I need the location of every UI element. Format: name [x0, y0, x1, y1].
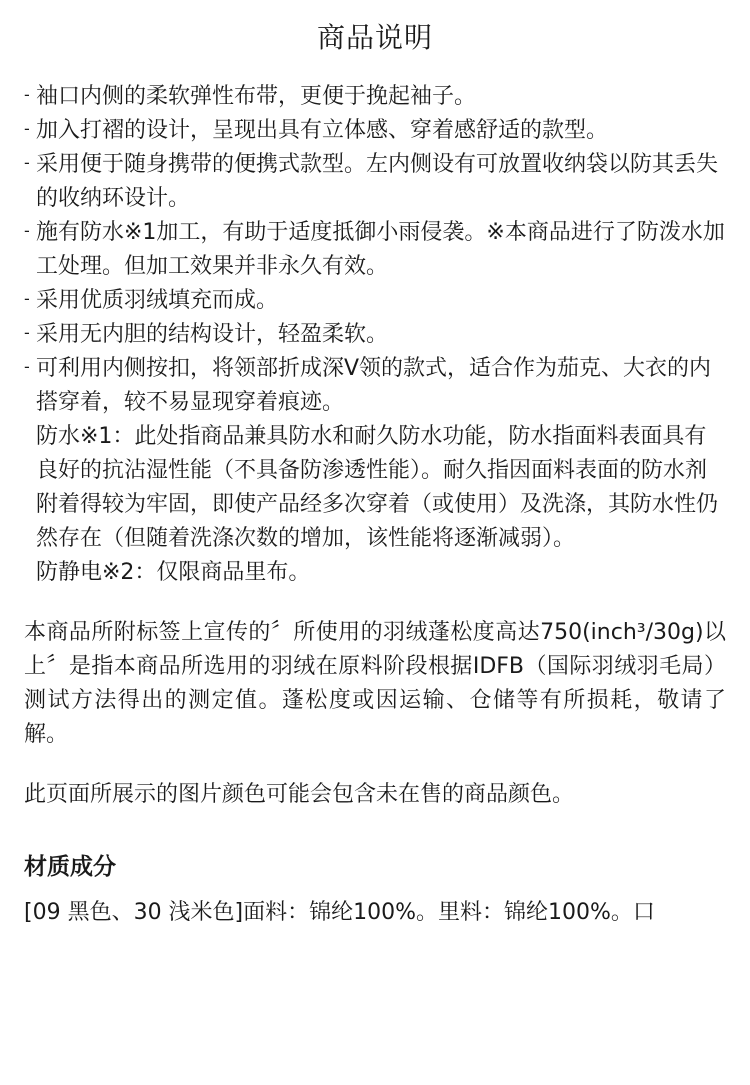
waterproof-footnote: 防水※1：此处指商品兼具防水和耐久防水功能，防水指面料表面具有良好的抗沾湿性能（不具备防渗透性能）。耐久指因面料表面的防水剂附着得较为牢固，即使产品经多次穿着（或使用）及洗涤，其防水性仍然存在（但随着洗涤次数的增加，该性能将逐渐减弱）。 — [36, 424, 719, 551]
feature-item: - 采用无内胆的结构设计，轻盈柔软。 — [24, 318, 726, 352]
color-note: 此页面所展示的图片颜色可能会包含未在售的商品颜色。 — [24, 782, 575, 807]
feature-list — [24, 80, 726, 420]
page-title: 商品说明 — [316, 21, 433, 54]
feature-item: - 采用优质羽绒填充而成。 — [24, 284, 726, 318]
footnotes — [24, 420, 726, 590]
material-text: [09 黑色、30 浅米色]面料：锦纶100%。里料：锦纶100%。口 — [24, 900, 655, 925]
antistatic-footnote: 防静电※2：仅限商品里布。 — [36, 560, 311, 585]
feature-item: - 采用便于随身携带的便携式款型。左内侧设有可放置收纳袋以防其丢失的收纳环设计。 — [24, 148, 726, 216]
feature-item: - 施有防水※1加工，有助于适度抵御小雨侵袭。※本商品进行了防泼水加工处理。但加工效果并非永久有效。 — [24, 216, 726, 284]
material-heading: 材质成分 — [24, 854, 116, 880]
feature-item: - 袖口内侧的柔软弹性布带，更便于挽起袖子。 — [24, 80, 726, 114]
fill-power-note: 本商品所附标签上宣传的〞所使用的羽绒蓬松度高达750(inch³/30g)以上〞是指本商品所选用的羽绒在原料阶段根据IDFB（国际羽绒羽毛局）测试方法得出的测定值。蓬松度或因运输、仓储等有所损耗，敬请了解。 — [24, 620, 726, 747]
feature-item: - 加入打褶的设计，呈现出具有立体感、穿着感舒适的款型。 — [24, 114, 726, 148]
feature-item: - 可利用内侧按扣，将领部折成深V领的款式，适合作为茄克、大衣的内搭穿着，较不易显现穿着痕迹。 — [24, 352, 726, 420]
